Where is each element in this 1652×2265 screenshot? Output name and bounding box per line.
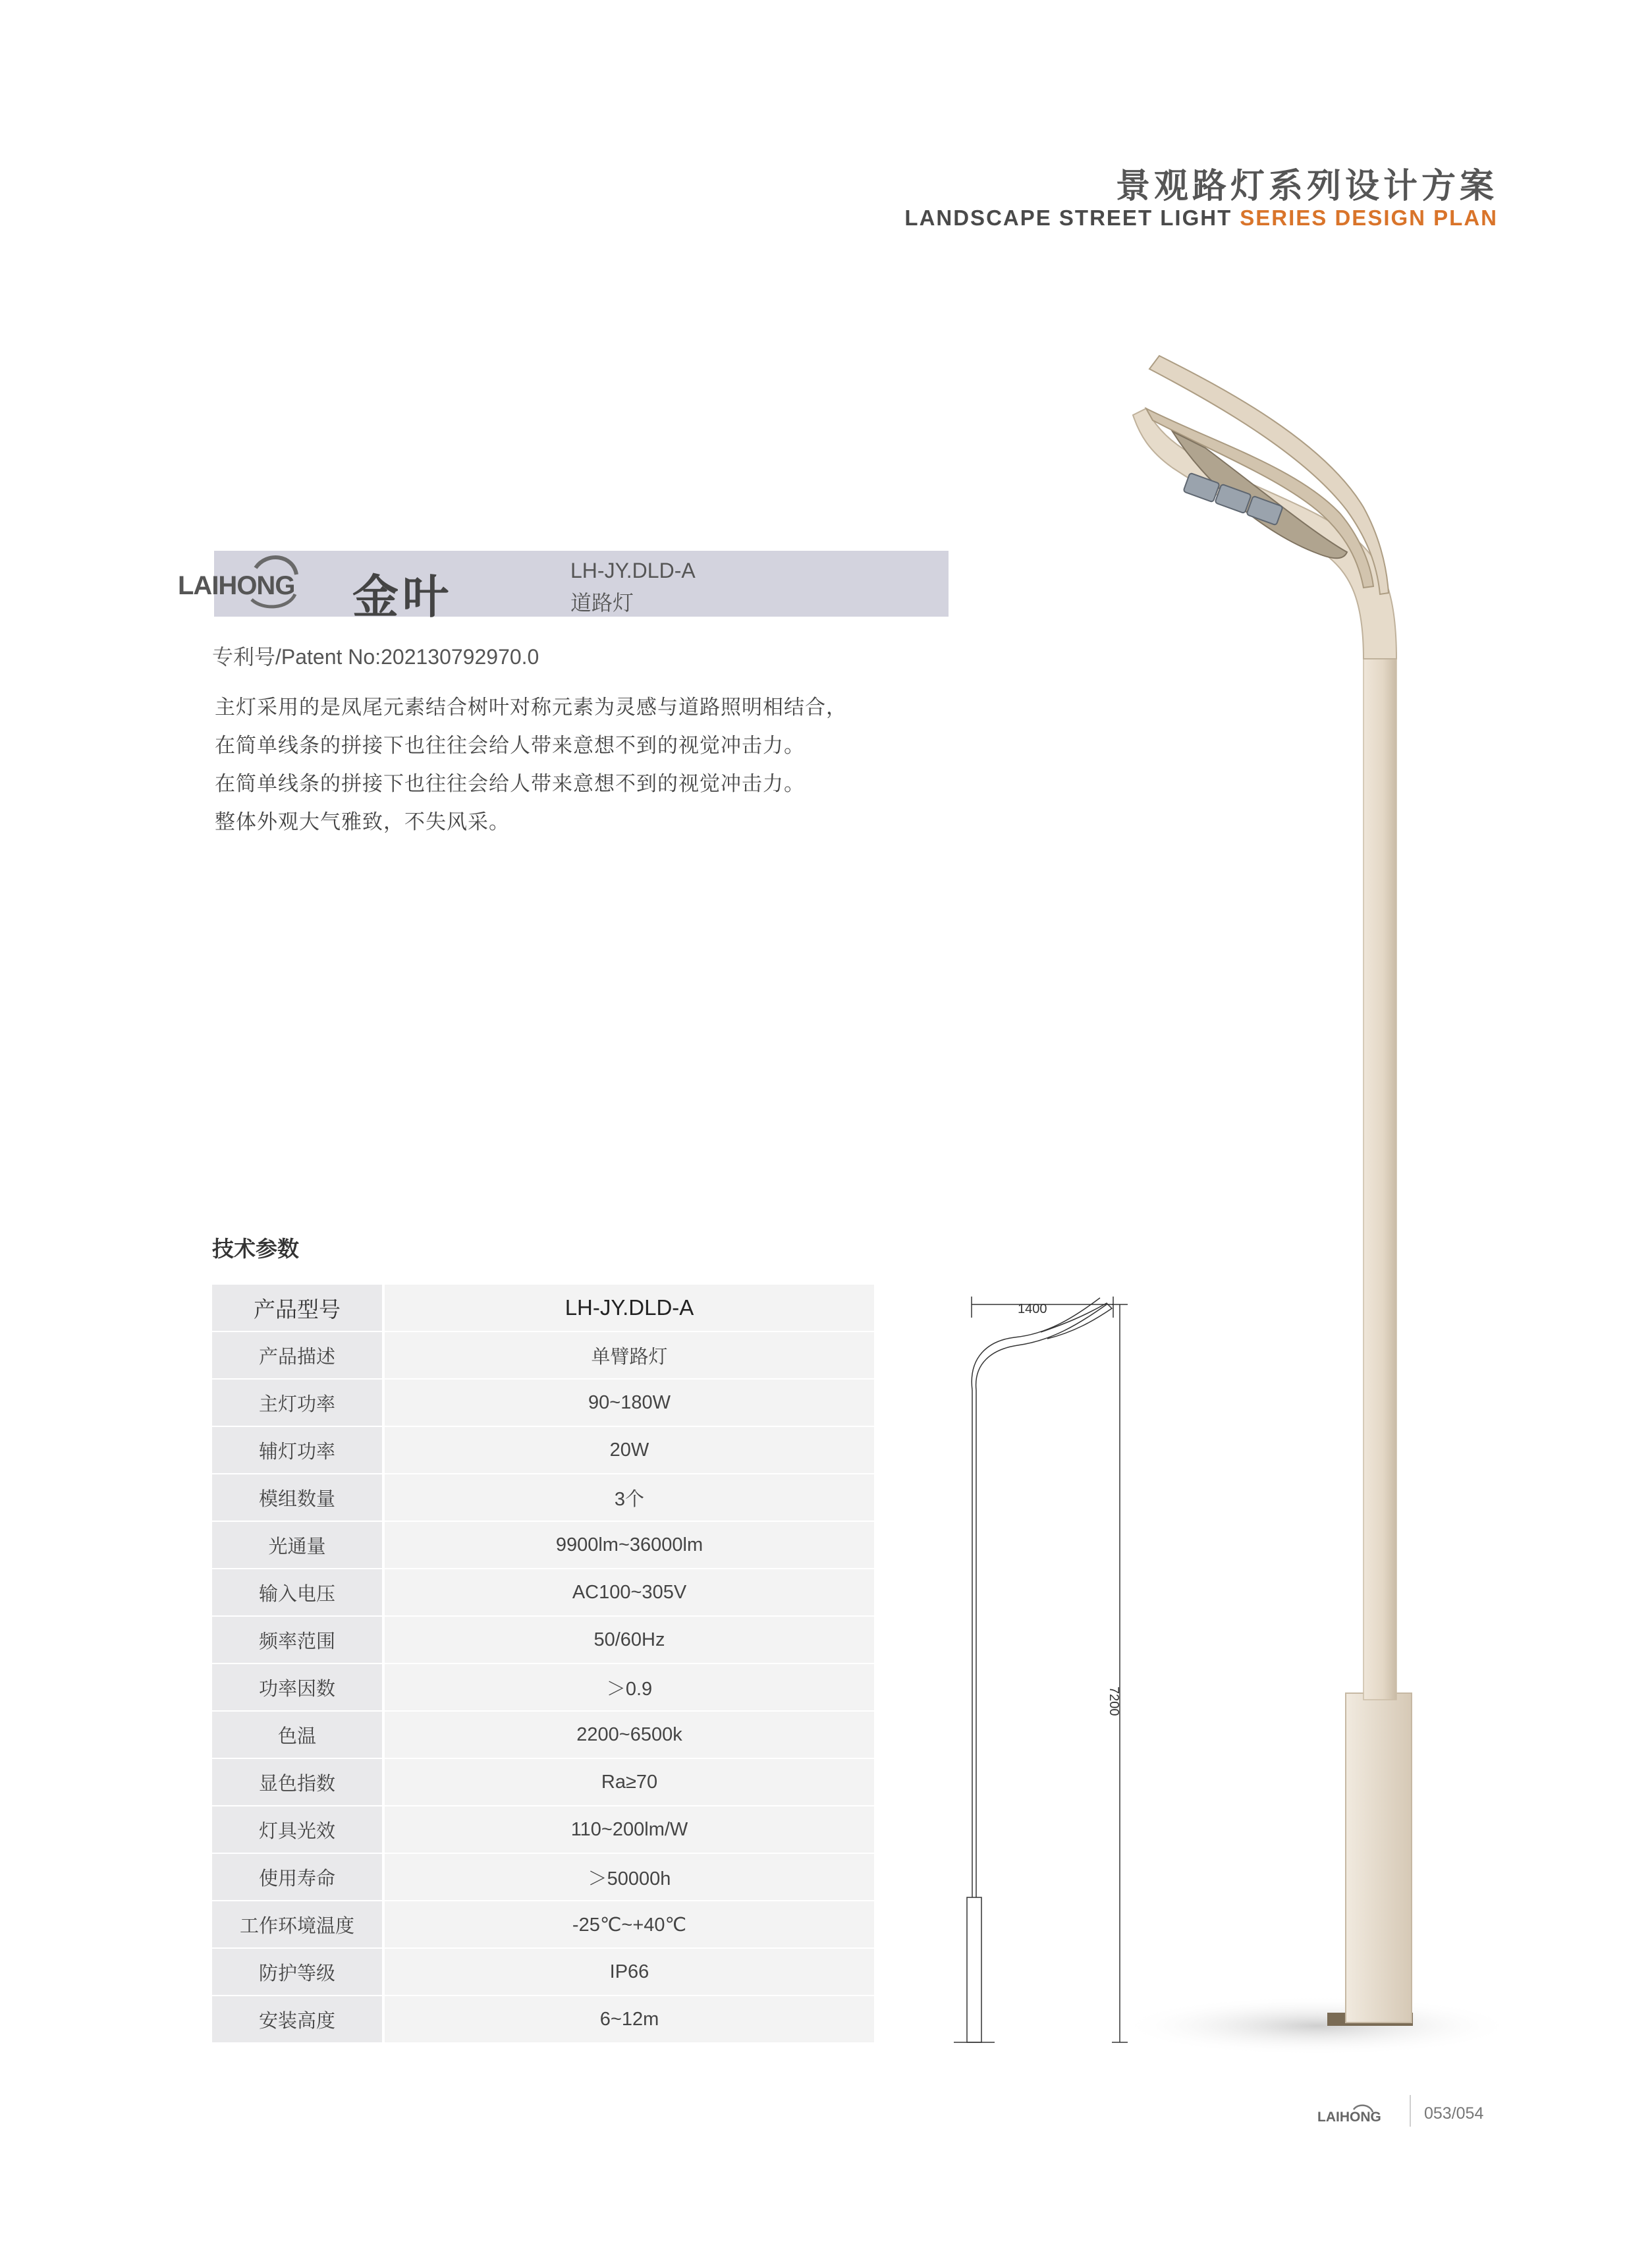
page-number: 053/054 [1424, 2104, 1484, 2123]
spec-value: 110~200lm/W [385, 1806, 874, 1853]
footer-logo [1317, 2102, 1393, 2128]
spec-key: 主灯功率 [212, 1380, 382, 1426]
product-model: LH-JY.DLD-A [570, 559, 696, 582]
spec-value: LH-JY.DLD-A [385, 1285, 874, 1331]
page-title: 景观路灯系列设计方案 [1115, 167, 1498, 206]
laihong-logo [178, 548, 329, 614]
spec-value: -25℃~+40℃ [385, 1901, 874, 1947]
table-row [212, 1854, 874, 1900]
table-row [212, 1522, 874, 1568]
patent-number: 专利号/Patent No:202130792970.0 [212, 645, 539, 669]
table-row [212, 1474, 874, 1521]
footer-divider [1410, 2095, 1411, 2127]
spec-value: 6~12m [385, 1996, 874, 2042]
table-row [212, 1759, 874, 1805]
spec-heading: 技术参数 [212, 1237, 299, 1261]
spec-value: IP66 [385, 1949, 874, 1995]
spec-value: 50/60Hz [385, 1617, 874, 1663]
table-row [212, 1380, 874, 1426]
spec-key: 工作环境温度 [212, 1901, 382, 1947]
product-type: 道路灯 [570, 591, 634, 615]
spec-value: 9900lm~36000lm [385, 1522, 874, 1568]
spec-key: 模组数量 [212, 1474, 382, 1521]
height-dimension: 7200 [1107, 1687, 1121, 1716]
table-row [212, 1332, 874, 1378]
description-line: 主灯采用的是凤尾元素结合树叶对称元素为灵感与道路照明相结合， [215, 696, 847, 719]
page-subtitle [904, 206, 1498, 231]
spec-value: Ra≥70 [385, 1759, 874, 1805]
spec-key: 输入电压 [212, 1569, 382, 1615]
spec-key: 频率范围 [212, 1617, 382, 1663]
spec-key: 产品描述 [212, 1332, 382, 1378]
table-row [212, 1569, 874, 1615]
spec-value: 3个 [385, 1474, 874, 1521]
subtitle-part-2: SERIES DESIGN PLAN [1240, 206, 1498, 230]
spec-key: 防护等级 [212, 1949, 382, 1995]
spec-table [212, 1285, 874, 2044]
spec-key: 功率因数 [212, 1664, 382, 1710]
table-row [212, 1996, 874, 2042]
spec-value: 2200~6500k [385, 1712, 874, 1758]
description-line: 在简单线条的拼接下也往往会给人带来意想不到的视觉冲击力。 [215, 734, 805, 757]
table-row [212, 1806, 874, 1853]
spec-value: AC100~305V [385, 1569, 874, 1615]
table-row [212, 1949, 874, 1995]
table-row [212, 1285, 874, 1331]
spec-value: 20W [385, 1427, 874, 1473]
spec-key: 产品型号 [212, 1285, 382, 1331]
spec-key: 安装高度 [212, 1996, 382, 2042]
spec-value: ＞50000h [385, 1854, 874, 1900]
table-row [212, 1427, 874, 1473]
street-lamp-illustration [1080, 343, 1541, 2062]
svg-text:LAIHONG: LAIHONG [1317, 2110, 1381, 2125]
table-row [212, 1664, 874, 1710]
spec-key: 色温 [212, 1712, 382, 1758]
table-row [212, 1712, 874, 1758]
spec-value: ＞0.9 [385, 1664, 874, 1710]
spec-key: 灯具光效 [212, 1806, 382, 1853]
svg-text:LAIHONG: LAIHONG [178, 571, 295, 600]
description-line: 在简单线条的拼接下也往往会给人带来意想不到的视觉冲击力。 [215, 772, 805, 795]
spec-key: 光通量 [212, 1522, 382, 1568]
description-line: 整体外观大气雅致，不失风采。 [215, 810, 510, 833]
subtitle-part-1: LANDSCAPE STREET LIGHT [904, 206, 1232, 230]
spec-key: 显色指数 [212, 1759, 382, 1805]
width-dimension: 1400 [1018, 1302, 1047, 1316]
spec-key: 辅灯功率 [212, 1427, 382, 1473]
spec-key: 使用寿命 [212, 1854, 382, 1900]
table-row [212, 1901, 874, 1947]
table-row [212, 1617, 874, 1663]
spec-value: 90~180W [385, 1380, 874, 1426]
product-name: 金叶 [352, 571, 453, 623]
spec-value: 单臂路灯 [385, 1332, 874, 1378]
